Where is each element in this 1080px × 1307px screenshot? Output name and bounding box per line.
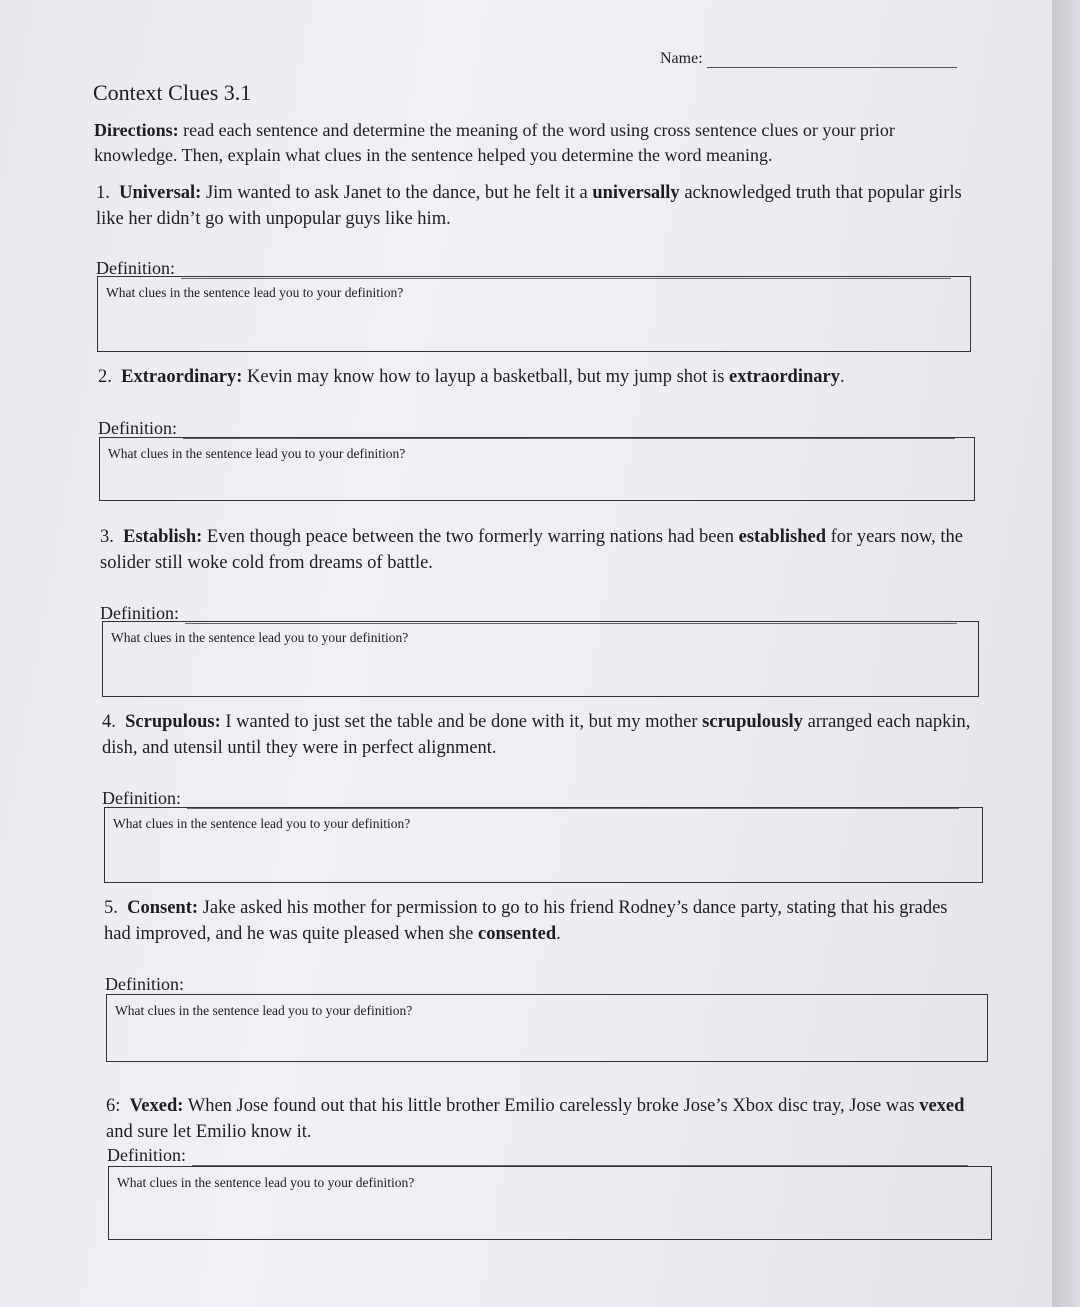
definition-line[interactable] xyxy=(190,980,964,995)
clues-prompt: What clues in the sentence lead you to your definition? xyxy=(111,630,409,645)
question-term: Extraordinary: xyxy=(121,367,243,387)
definition-field-4[interactable] xyxy=(102,788,959,809)
clues-box-4[interactable] xyxy=(104,807,983,883)
clues-prompt: What clues in the sentence lead you to your definition? xyxy=(113,816,411,831)
question-term: Scrupulous: xyxy=(125,712,221,732)
question-text: . xyxy=(556,924,561,944)
question-number: 2. xyxy=(98,367,112,387)
page-edge xyxy=(1052,0,1080,1307)
definition-line[interactable] xyxy=(192,1151,968,1166)
question-text: and sure let Emilio know it. xyxy=(106,1122,312,1142)
question-text: I wanted to just set the table and be done with it, but my mother xyxy=(220,712,703,732)
question-number: 1. xyxy=(96,183,110,203)
question-keyword: universally xyxy=(592,183,680,203)
clues-box-5[interactable] xyxy=(106,994,988,1062)
question-text: Jim wanted to ask Janet to the dance, but he felt it a xyxy=(201,183,593,203)
definition-label: Definition: xyxy=(105,974,184,994)
definition-field-2[interactable] xyxy=(98,418,955,439)
question-keyword: vexed xyxy=(919,1096,965,1116)
question-6 xyxy=(106,1093,976,1145)
clues-box-2[interactable] xyxy=(99,437,975,501)
question-term: Universal: xyxy=(119,183,202,203)
question-2 xyxy=(98,364,968,390)
clues-box-1[interactable] xyxy=(97,276,971,352)
question-text: Even though peace between the two formerly warring nations had been xyxy=(202,527,739,547)
question-4 xyxy=(102,709,972,761)
definition-label: Definition: xyxy=(107,1145,186,1165)
question-text: Kevin may know how to layup a basketball, but my jump shot is xyxy=(242,367,729,387)
question-term: Consent: xyxy=(127,898,199,918)
clues-prompt: What clues in the sentence lead you to your definition? xyxy=(115,1003,413,1018)
question-text: When Jose found out that his little brother Emilio carelessly broke Jose’s Xbox disc tray, Jose was xyxy=(183,1096,920,1116)
question-text: . xyxy=(839,367,845,387)
question-text: arranged each napkin, dish, and utensil until they were in perfect alignment. xyxy=(102,712,971,758)
question-number: 6: xyxy=(106,1096,121,1116)
question-keyword: established xyxy=(738,527,826,547)
question-term: Vexed: xyxy=(129,1096,184,1116)
question-5 xyxy=(104,895,974,947)
question-text: Jake asked his mother for permission to go to his friend Rodney’s dance party, stating that his grades had improved, and he was quite pleased when she xyxy=(104,898,948,944)
question-text: acknowledged truth that popular girls like her didn’t go with unpopular guys like him. xyxy=(96,183,962,229)
definition-field-5[interactable] xyxy=(105,974,964,995)
directions-text: read each sentence and determine the meaning of the word using cross sentence clues or your prior knowledge. Then, explain what clues in the sentence helped you determine the word meaning. xyxy=(94,120,895,165)
question-number: 5. xyxy=(104,898,118,918)
definition-label: Definition: xyxy=(102,788,181,808)
clues-box-6[interactable] xyxy=(108,1166,992,1240)
definition-field-6[interactable] xyxy=(107,1145,968,1166)
clues-prompt: What clues in the sentence lead you to your definition? xyxy=(106,285,404,300)
definition-label: Definition: xyxy=(96,258,175,278)
question-term: Establish: xyxy=(123,527,203,547)
question-number: 3. xyxy=(100,527,114,547)
question-keyword: consented xyxy=(478,924,557,944)
question-3 xyxy=(100,524,970,576)
clues-prompt: What clues in the sentence lead you to your definition? xyxy=(108,446,406,461)
question-1 xyxy=(96,180,966,232)
name-label: Name: xyxy=(660,50,703,67)
clues-box-3[interactable] xyxy=(102,621,979,697)
clues-prompt: What clues in the sentence lead you to your definition? xyxy=(117,1175,415,1190)
name-line[interactable] xyxy=(707,53,957,68)
question-number: 4. xyxy=(102,712,116,732)
question-keyword: scrupulously xyxy=(702,712,803,732)
directions xyxy=(94,118,964,168)
question-keyword: extraordinary xyxy=(729,367,840,387)
page-title: Context Clues 3.1 xyxy=(93,80,252,105)
definition-label: Definition: xyxy=(98,418,177,438)
question-text: for years now, the solider still woke cold from dreams of battle. xyxy=(100,527,963,573)
name-field[interactable] xyxy=(660,50,957,68)
directions-label: Directions: xyxy=(94,120,179,140)
definition-label: Definition: xyxy=(100,603,179,623)
